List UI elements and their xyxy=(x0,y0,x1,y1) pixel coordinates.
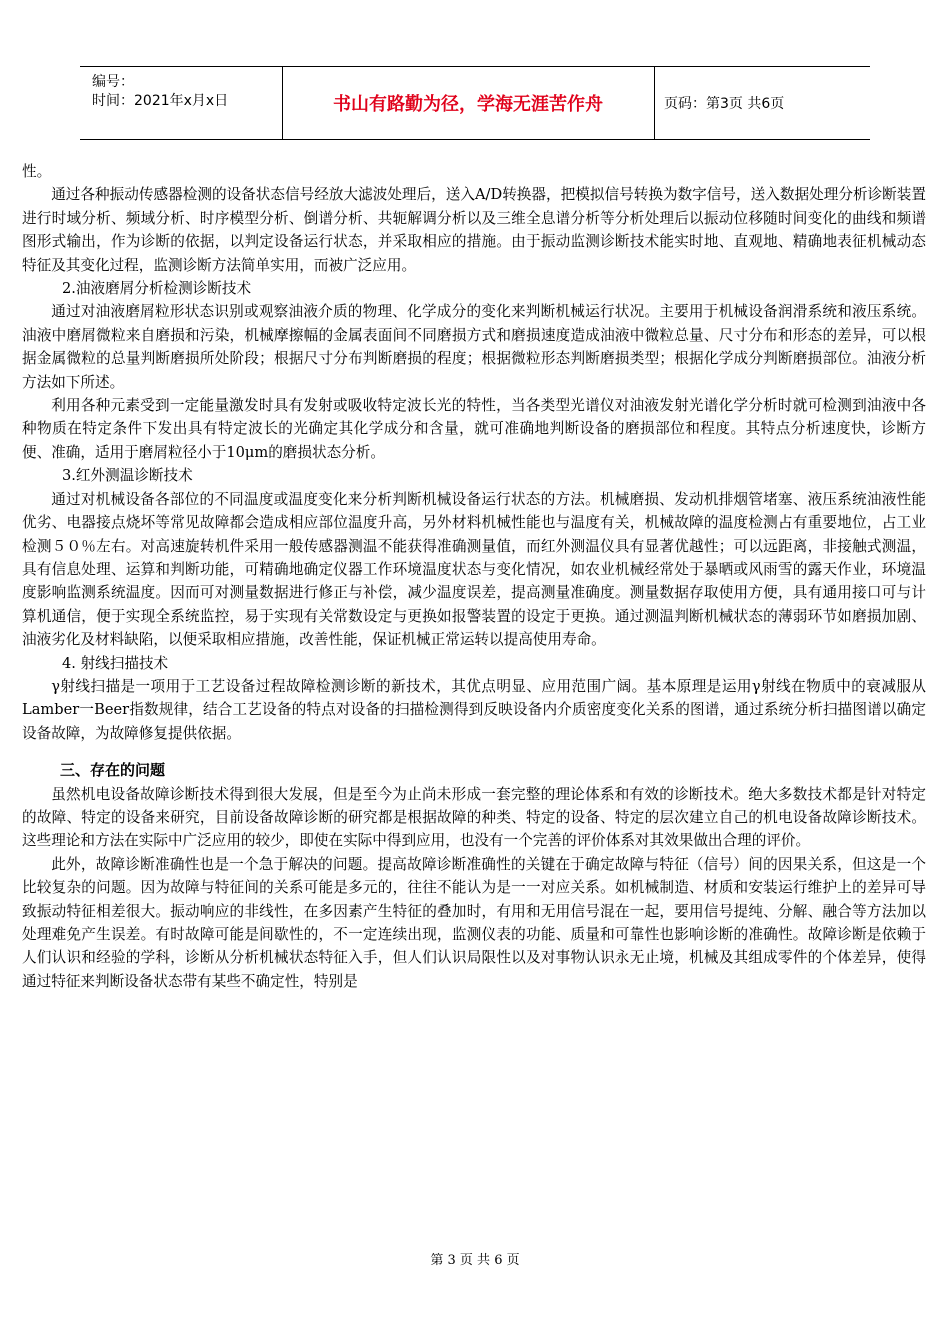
paragraph: 通过对油液磨屑粒形状态识别或观察油液介质的物理、化学成分的变化来判断机械运行状况。主要用于机械设备润滑系统和液压系统。油液中磨屑微粒来自磨损和污染，机械摩擦幅的金属表面间不同磨损方式和磨损速度造成油液中微粒总量、尺寸分布和形态的差异，可以根据金属微粒的总量判断磨损所处阶段；根据尺寸分布判断磨损的程度；根据微粒形态判断磨损类型；根据化学成分判断磨损部位。油液分析方法如下所述。 xyxy=(22,303,926,391)
header-divider xyxy=(654,67,655,139)
paragraph: γ射线扫描是一项用于工艺设备过程故障检测诊断的新技术，其优点明显、应用范围广阔。基本原理是运用γ射线在物质中的衰减服从Lamber一Beer指数规律，结合工艺设备的特点对设备的扫描检测得到反映设备内介质密度变化关系的图谱，通过系统分析扫描图谱以确定设备故障，为故障修复提供依据。 xyxy=(22,677,926,742)
document-body xyxy=(22,160,926,993)
header-motto: 书山有路勤为径，学海无涯苦作舟 xyxy=(333,94,603,115)
page-footer: 第 3 页 共 6 页 xyxy=(430,1253,520,1268)
subheading: 4. 射线扫描技术 xyxy=(62,654,169,672)
number-label: 编号： xyxy=(92,74,134,90)
paragraph: 此外，故障诊断准确性也是一个急于解决的问题。提高故障诊断准确性的关键在于确定故障与特征（信号）间的因果关系，但这是一个比较复杂的问题。因为故障与特征间的关系可能是多元的，往往不能认为是一一对应关系。如机械制造、材质和安装运行维护上的差异可导致振动特征相差很大。振动响应的非线性，在多因素产生特征的叠加时，有用和无用信号混在一起，要用信号提纯、分解、融合等方法加以处理难免产生误差。有时故障可能是间歇性的，不一定连续出现，监测仪表的功能、质量和可靠性也影响诊断的准确性。故障诊断是依赖于人们认识和经验的学科，诊断从分析机械状态特征入手，但人们认识局限性以及对事物认识永无止境，机械及其组成零件的个体差异，使得通过特征来判断设备状态带有某些不确定性，特别是 xyxy=(22,855,926,990)
paragraph: 利用各种元素受到一定能量激发时具有发射或吸收特定波长光的特性，当各类型光谱仪对油液发射光谱化学分析时就可检测到油液中各种物质在特定条件下发出具有特定波长的光确定其化学成分和含量，就可准确地判断设备的磨损部位和程度。其特点分析速度快，诊断方便、准确，适用于磨屑粒径小于10μm的磨损状态分析。 xyxy=(22,397,926,461)
paragraph: 通过各种振动传感器检测的设备状态信号经放大滤波处理后，送入A/D转换器，把模拟信号转换为数字信号，送入数据处理分析诊断装置进行时域分析、频域分析、时序模型分析、倒谱分析、共轭解调分析以及三维全息谱分析等分析处理后以振动位移随时间变化的曲线和频谱图形式输出，作为诊断的依据，以判定设备运行状态，并采取相应的措施。由于振动监测诊断技术能实时地、直观地、精确地表征机械动态特征及其变化过程，监测诊断方法简单实用，而被广泛应用。 xyxy=(22,186,926,274)
time-label: 时间：2021年x月x日 xyxy=(92,93,229,109)
header-page-label: 页码：第3页 共6页 xyxy=(664,96,785,112)
subheading: 2.油液磨屑分析检测诊断技术 xyxy=(62,280,252,298)
header-meta xyxy=(80,67,280,139)
page-header xyxy=(80,66,870,140)
paragraph: 虽然机电设备故障诊断技术得到很大发展，但是至今为止尚未形成一套完整的理论体系和有效的诊断技术。绝大多数技术都是针对特定的故障、特定的设备来研究，目前设备故障诊断的研究都是根据故障的种类、特定的设备、特定的层次建立自己的机电设备故障诊断技术。这些理论和方法在实际中广泛应用的较少，即使在实际中得到应用，也没有一个完善的评价体系对其效果做出合理的评价。 xyxy=(22,785,926,850)
section-heading: 三、存在的问题 xyxy=(60,761,166,780)
subheading: 3.红外测温诊断技术 xyxy=(62,467,193,485)
paragraph: 性。 xyxy=(22,163,52,180)
paragraph: 通过对机械设备各部位的不同温度或温度变化来分析判断机械设备运行状态的方法。机械磨损、发动机排烟管堵塞、液压系统油液性能优劣、电器接点烧坏等常见故障都会造成相应部位温度升高，另外材料机械性能也与温度有关，机械故障的温度检测占有重要地位，占工业检测５０％左右。对高速旋转机件采用一般传感器测温不能获得准确测量值，而红外测温仪具有显著优越性；可以远距离，非接触式测温，具有信息处理、运算和判断功能，可精确地确定仪器工作环境温度状态与变化情况，如农业机械经常处于暴晒或风雨雪的露天作业，环境温度影响监测系统温度。因而可对测量数据进行修正与补偿，减少温度误差，提高测量准确度。测量数据存取使用方便，具有通用接口可与计算机通信，便于实现全系统监控，易于实现有关常数设定与更换如报警装置的设定于更换。通过测温判断机械状态的薄弱环节如磨损加剧、油液劣化及材料缺陷，以便采取相应措施，改善性能，保证机械正常运转以提高使用寿命。 xyxy=(22,490,926,649)
